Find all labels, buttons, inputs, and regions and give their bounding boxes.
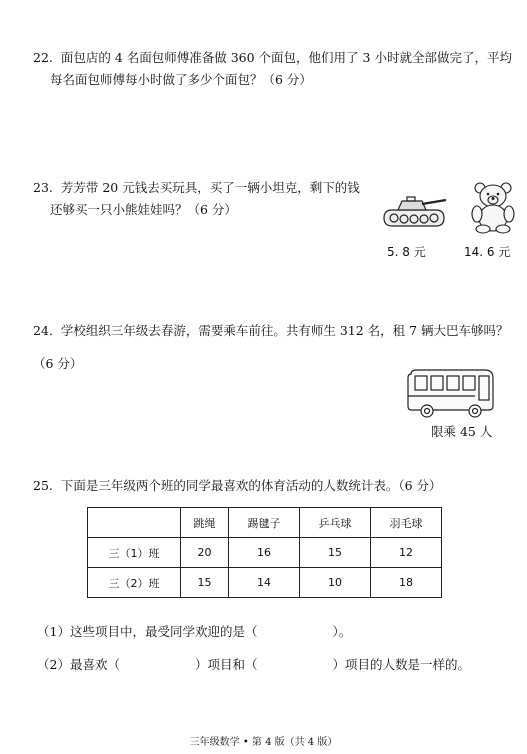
q25-line1 bbox=[33, 478, 442, 494]
q25-subquestion-2: （2）最喜欢（ ）项目和（ ）项目的人数是一样的。 bbox=[37, 657, 470, 672]
table-cell: 12 bbox=[370, 538, 441, 568]
table-cell: 15 bbox=[181, 568, 229, 598]
bus-capacity-caption: 限乘 45 人 bbox=[431, 424, 493, 439]
q24-text-line2: （6 分） bbox=[33, 356, 83, 371]
q22-line1 bbox=[33, 50, 512, 66]
table-row-label: 三（1）班 bbox=[88, 538, 181, 568]
q24-line1 bbox=[33, 323, 509, 339]
teddy-bear-image bbox=[470, 180, 516, 234]
bus-image bbox=[405, 368, 495, 420]
q22-text-line2: 每名面包师傅每小时做了多少个面包？（6 分） bbox=[50, 72, 312, 87]
table-header-cell: 羽毛球 bbox=[370, 508, 441, 538]
table-row bbox=[88, 568, 442, 598]
q24-text-line1: 学校组织三年级去春游，需要乘车前往。共有师生 312 名，租 7 辆大巴车够吗？ bbox=[60, 323, 509, 338]
q24-number: 24. bbox=[33, 323, 53, 338]
q25-text-line1: 下面是三年级两个班的同学最喜欢的体育活动的人数统计表。（6 分） bbox=[60, 478, 442, 493]
table-row-label: 三（2）班 bbox=[88, 568, 181, 598]
table-row bbox=[88, 538, 442, 568]
table-corner-cell bbox=[88, 508, 181, 538]
toy-tank-image bbox=[380, 188, 448, 230]
table-cell: 15 bbox=[300, 538, 371, 568]
q23-number: 23. bbox=[33, 180, 53, 195]
q23-text-line2: 还够买一只小熊娃娃吗？（6 分） bbox=[50, 202, 237, 217]
table-cell: 10 bbox=[300, 568, 371, 598]
table-cell: 18 bbox=[370, 568, 441, 598]
table-header-cell: 乒乓球 bbox=[300, 508, 371, 538]
q22-text-line1: 面包店的 4 名面包师傅准备做 360 个面包，他们用了 3 小时就全部做完了，平均 bbox=[60, 50, 512, 65]
table-cell: 16 bbox=[229, 538, 300, 568]
q22-number: 22. bbox=[33, 50, 53, 65]
sports-stats-table bbox=[87, 507, 442, 598]
bear-price: 14. 6 元 bbox=[464, 245, 511, 259]
table-cell: 20 bbox=[181, 538, 229, 568]
table-cell: 14 bbox=[229, 568, 300, 598]
q25-number: 25. bbox=[33, 478, 53, 493]
page-footer: 三年级数学 • 第 4 版（共 4 版） bbox=[189, 737, 338, 748]
table-header-cell: 跳绳 bbox=[181, 508, 229, 538]
table-header-row bbox=[88, 508, 442, 538]
q25-subquestion-1: （1）这些项目中，最受同学欢迎的是（ ）。 bbox=[37, 624, 352, 639]
q23-line1 bbox=[33, 180, 360, 196]
table-header-cell: 踢毽子 bbox=[229, 508, 300, 538]
tank-price: 5. 8 元 bbox=[387, 245, 426, 259]
q23-text-line1: 芳芳带 20 元钱去买玩具，买了一辆小坦克，剩下的钱 bbox=[60, 180, 360, 195]
